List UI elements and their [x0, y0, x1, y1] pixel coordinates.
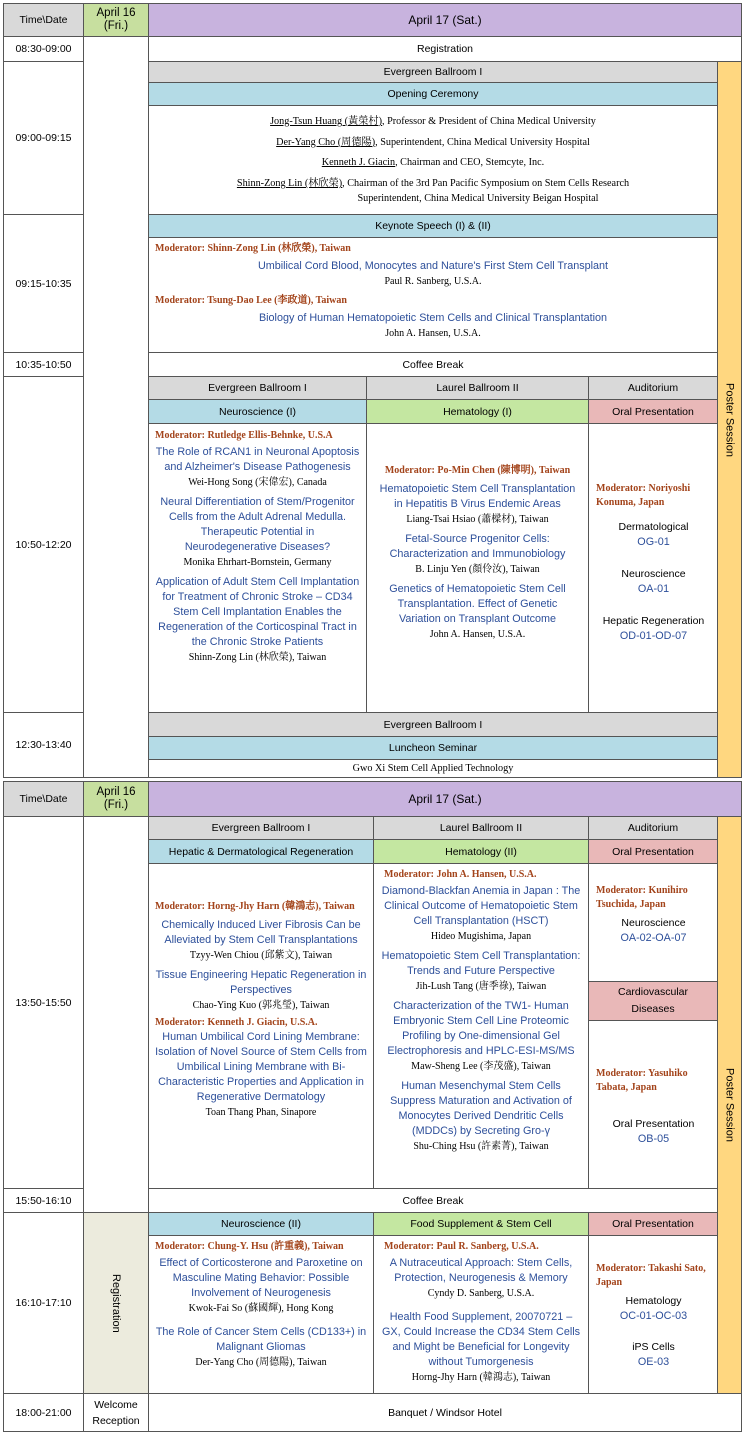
track-header: Hematology (I)	[366, 399, 589, 424]
oral-code: OB-05	[637, 1133, 670, 1145]
talk-author: Monika Ehrhart-Bornstein, Germany	[183, 557, 332, 568]
opening-speakers	[148, 105, 718, 215]
track-header: Neuroscience (II)	[148, 1212, 374, 1236]
oral-presentation-block	[588, 1235, 718, 1394]
oral-code: OC-01-OC-03	[619, 1310, 688, 1322]
talk-author: John A. Hansen, U.S.A.	[385, 328, 481, 339]
oral-code: OD-01-OD-07	[619, 630, 688, 642]
time-slot: 13:50-15:50	[3, 816, 84, 1189]
neuroscience-2-session	[148, 1235, 374, 1394]
moderator: Moderator: Yasuhiko Tabata, Japan	[596, 1068, 688, 1093]
moderator: Moderator: Takashi Sato, Japan	[596, 1263, 706, 1288]
time-slot: 09:15-10:35	[3, 214, 84, 353]
speaker-role-line2: Superintendent, China Medical University Beigan Hospital	[357, 193, 599, 205]
talk-title: A Nutraceutical Approach: Stem Cells, Protection, Neurogenesis & Memory	[389, 1257, 573, 1284]
time-slot: 15:50-16:10	[3, 1188, 84, 1213]
luncheon-header: Luncheon Seminar	[148, 736, 718, 760]
talk-author: Der-Yang Cho (周德陽), Taiwan	[195, 1357, 327, 1368]
poster-session-column	[717, 61, 742, 778]
poster-session-label: Poster Session	[723, 1068, 736, 1142]
talk-author: Horng-Jhy Harn (韓鴻志), Taiwan	[411, 1372, 551, 1383]
opening-speaker	[322, 155, 544, 170]
opening-speaker	[276, 135, 590, 150]
room-header: Evergreen Ballroom I	[148, 712, 718, 737]
header-time-date: Time\Date	[3, 781, 84, 817]
track-header: Oral Presentation	[588, 399, 718, 424]
oral-topic: Hematology	[625, 1295, 682, 1307]
talk-title: Application of Adult Stem Cell Implantation for Treatment of Chronic Stroke – CD34 Stem Cell Implantation Enables the Regeneration of the Corticospinal Tract in the Chronic Stroke Patients	[155, 576, 360, 648]
oral-code: OG-01	[637, 536, 670, 548]
opening-speaker	[237, 176, 629, 206]
header-april-16: April 16 (Fri.)	[83, 3, 149, 37]
oral-code: OA-02-OA-07	[620, 932, 687, 944]
april-16-registration	[83, 1212, 149, 1394]
poster-session-column	[717, 816, 742, 1394]
talk-author: Shinn-Zong Lin (林欣榮), Taiwan	[188, 652, 327, 663]
talk-title: The Role of Cancer Stem Cells (CD133+) in Malignant Gliomas	[155, 1326, 367, 1353]
room-header: Laurel Ballroom II	[366, 376, 589, 400]
moderator: Moderator: Horng-Jhy Harn (韓鴻志), Taiwan	[155, 901, 355, 912]
opening-speaker	[270, 114, 596, 129]
room-header: Evergreen Ballroom I	[148, 376, 367, 400]
talk-title: Umbilical Cord Blood, Monocytes and Nature's First Stem Cell Transplant	[257, 260, 609, 272]
talk-author: Liang-Tsai Hsiao (蕭樑材), Taiwan	[406, 514, 549, 525]
talk-title: Hematopoietic Stem Cell Transplantation in Hepatitis B Virus Endemic Areas	[379, 483, 576, 510]
header-time-date: Time\Date	[3, 3, 84, 37]
talk-title: The Role of RCAN1 in Neuronal Apoptosis and Alzheimer's Disease Pathogenesis	[155, 446, 360, 473]
oral-topic: Dermatological	[618, 521, 689, 533]
hepatic-derm-session	[148, 863, 374, 1189]
moderator: Moderator: Shinn-Zong Lin (林欣榮), Taiwan	[155, 243, 351, 254]
talk-author: B. Linju Yen (顏伶汝), Taiwan	[415, 564, 540, 575]
oral-topic: Neuroscience	[621, 917, 686, 929]
cardiovascular-header: Cardiovascular Diseases	[588, 981, 718, 1021]
moderator: Moderator: Tsung-Dao Lee (李政道), Taiwan	[155, 295, 347, 306]
oral-topic: Hepatic Regeneration	[602, 615, 705, 627]
moderator: Moderator: Kenneth J. Giacin, U.S.A.	[155, 1017, 318, 1028]
talk-title: Chemically Induced Liver Fibrosis Can be Alleviated by Stem Cell Transplantations	[161, 919, 361, 946]
moderator: Moderator: Noriyoshi Konuma, Japan	[596, 483, 691, 508]
talk-title: Biology of Human Hematopoietic Stem Cells and Clinical Transplantation	[258, 312, 608, 324]
moderator: Moderator: John A. Hansen, U.S.A.	[384, 869, 537, 880]
keynote-body	[148, 237, 718, 353]
header-april-17: April 17 (Sat.)	[148, 781, 742, 817]
oral-presentation-block	[588, 1020, 718, 1189]
track-header: Oral Presentation	[588, 1212, 718, 1236]
oral-presentation-session	[588, 423, 718, 713]
talk-title: Effect of Corticosterone and Paroxetine on Masculine Mating Behavior: Possible Involvement of Neurogenesis	[159, 1257, 363, 1299]
room-header: Auditorium	[588, 376, 718, 400]
time-slot: 16:10-17:10	[3, 1212, 84, 1394]
track-header: Hepatic & Dermatological Regeneration	[148, 839, 374, 864]
moderator: Moderator: Po-Min Chen (陳博明), Taiwan	[384, 465, 571, 476]
time-slot: 18:00-21:00	[3, 1393, 84, 1432]
oral-code: OE-03	[637, 1356, 670, 1368]
coffee-break-row: Coffee Break	[148, 352, 718, 377]
registration-row: Registration	[148, 36, 742, 62]
opening-ceremony-header: Opening Ceremony	[148, 82, 718, 106]
moderator: Moderator: Rutledge Ellis-Behnke, U.S.A	[155, 430, 333, 441]
keynote-header: Keynote Speech (I) & (II)	[148, 214, 718, 238]
registration-label: Registration	[110, 1273, 122, 1333]
time-slot: 10:35-10:50	[3, 352, 84, 377]
talk-author: Hideo Mugishima, Japan	[430, 931, 532, 942]
hematology-1-session	[366, 423, 589, 713]
track-header: Oral Presentation	[588, 839, 718, 864]
talk-author: Cyndy D. Sanberg, U.S.A.	[427, 1288, 535, 1299]
speaker-role: , Chairman of the 3rd Pan Pacific Symposium on Stem Cells Research	[342, 178, 630, 190]
oral-topic: iPS Cells	[632, 1341, 675, 1353]
speaker-name: Jong-Tsun Huang (黃榮村)	[270, 115, 382, 127]
talk-title: Neural Differentiation of Stem/Progenitor Cells from the Adult Adrenal Medulla. Therapeutic Potential in Neurodegenerative Diseases?	[160, 496, 355, 553]
header-april-17: April 17 (Sat.)	[148, 3, 742, 37]
track-header: Hematology (II)	[373, 839, 589, 864]
speaker-role: , Professor & President of China Medical University	[382, 115, 596, 127]
talk-author: Chao-Ying Kuo (郭兆瑩), Taiwan	[192, 1000, 330, 1011]
talk-title: Diamond-Blackfan Anemia in Japan : The Clinical Outcome of Hematopoietic Stem Cell Transplantation (HSCT)	[381, 885, 581, 927]
moderator: Moderator: Kunihiro Tsuchida, Japan	[596, 885, 688, 910]
talk-author: Wei-Hong Song (宋偉宏), Canada	[188, 477, 327, 488]
oral-presentation-block	[588, 863, 718, 982]
poster-session-label: Poster Session	[723, 382, 736, 457]
time-slot: 10:50-12:20	[3, 376, 84, 713]
speaker-role: , Superintendent, China Medical University Hospital	[375, 136, 590, 148]
banquet-row: Banquet / Windsor Hotel	[148, 1393, 742, 1432]
track-header: Neuroscience (I)	[148, 399, 367, 424]
track-header: Food Supplement & Stem Cell	[373, 1212, 589, 1236]
oral-code: OA-01	[637, 583, 670, 595]
talk-author: Paul R. Sanberg, U.S.A.	[384, 276, 482, 287]
talk-author: Toan Thang Phan, Sinapore	[205, 1107, 317, 1118]
time-slot: 12:30-13:40	[3, 712, 84, 778]
talk-author: Kwok-Fai So (蘇國輝), Hong Kong	[188, 1303, 334, 1314]
neuroscience-1-session	[148, 423, 367, 713]
moderator: Moderator: Chung-Y. Hsu (許重義), Taiwan	[155, 1241, 344, 1252]
talk-author: Shu-Ching Hsu (許素菁), Taiwan	[413, 1141, 549, 1152]
luncheon-sponsor: Gwo Xi Stem Cell Applied Technology	[148, 759, 718, 778]
oral-topic: Neuroscience	[621, 568, 686, 580]
talk-title: Health Food Supplement, 20070721 – GX, Could Increase the CD34 Stem Cells and Might be Beneficial for Longevity without Tumorgenesis	[381, 1311, 581, 1368]
room-header: Auditorium	[588, 816, 718, 840]
speaker-name: Der-Yang Cho (周德陽)	[276, 136, 376, 148]
food-supplement-session	[373, 1235, 589, 1394]
room-header: Evergreen Ballroom I	[148, 61, 718, 83]
talk-title: Tissue Engineering Hepatic Regeneration in Perspectives	[155, 969, 367, 996]
speaker-name: Shinn-Zong Lin (林欣榮)	[236, 178, 343, 190]
talk-author: Maw-Sheng Lee (李茂盛), Taiwan	[411, 1061, 551, 1072]
oral-topic: Oral Presentation	[612, 1118, 695, 1130]
speaker-role: , Chairman and CEO, Stemcyte, Inc.	[395, 157, 545, 169]
talk-author: John A. Hansen, U.S.A.	[429, 629, 526, 640]
talk-title: Human Mesenchymal Stem Cells Suppress Maturation and Activation of Monocytes Derived Dendritic Cells (MDDCs) by Secreting Gro-γ	[390, 1080, 572, 1137]
talk-title: Characterization of the TW1- Human Embryonic Stem Cell Line Proteomic Profiling by One-dimensional Gel Electrophoresis and HPLC-ESI-MS/MS	[387, 1000, 575, 1057]
moderator: Moderator: Paul R. Sanberg, U.S.A.	[384, 1241, 539, 1252]
talk-author: Jih-Lush Tang (唐季祿), Taiwan	[415, 981, 547, 992]
room-header: Laurel Ballroom II	[373, 816, 589, 840]
header-april-16: April 16 (Fri.)	[83, 781, 149, 817]
talk-title: Fetal-Source Progenitor Cells: Characterization and Immunobiology	[389, 533, 566, 560]
hematology-2-session	[373, 863, 589, 1189]
welcome-reception: Welcome Reception	[83, 1393, 149, 1432]
coffee-break-row: Coffee Break	[148, 1188, 718, 1213]
april-16-empty-column	[83, 816, 149, 1213]
april-16-empty-column	[83, 36, 149, 778]
talk-author: Tzyy-Wen Chiou (邱紫文), Taiwan	[189, 950, 333, 961]
time-slot: 08:30-09:00	[3, 36, 84, 62]
speaker-name: Kenneth J. Giacin	[321, 157, 396, 169]
talk-title: Hematopoietic Stem Cell Transplantation: Trends and Future Perspective	[381, 950, 581, 977]
talk-title: Human Umbilical Cord Lining Membrane: Isolation of Novel Source of Stem Cells from Umbilical Lining Membrane with Bi-Characteristic Properties and Application in Regenerative Dermatology	[155, 1031, 367, 1103]
talk-title: Genetics of Hematopoietic Stem Cell Transplantation. Effect of Genetic Variation on Transplant Outcome	[389, 583, 566, 625]
time-slot: 09:00-09:15	[3, 61, 84, 215]
room-header: Evergreen Ballroom I	[148, 816, 374, 840]
